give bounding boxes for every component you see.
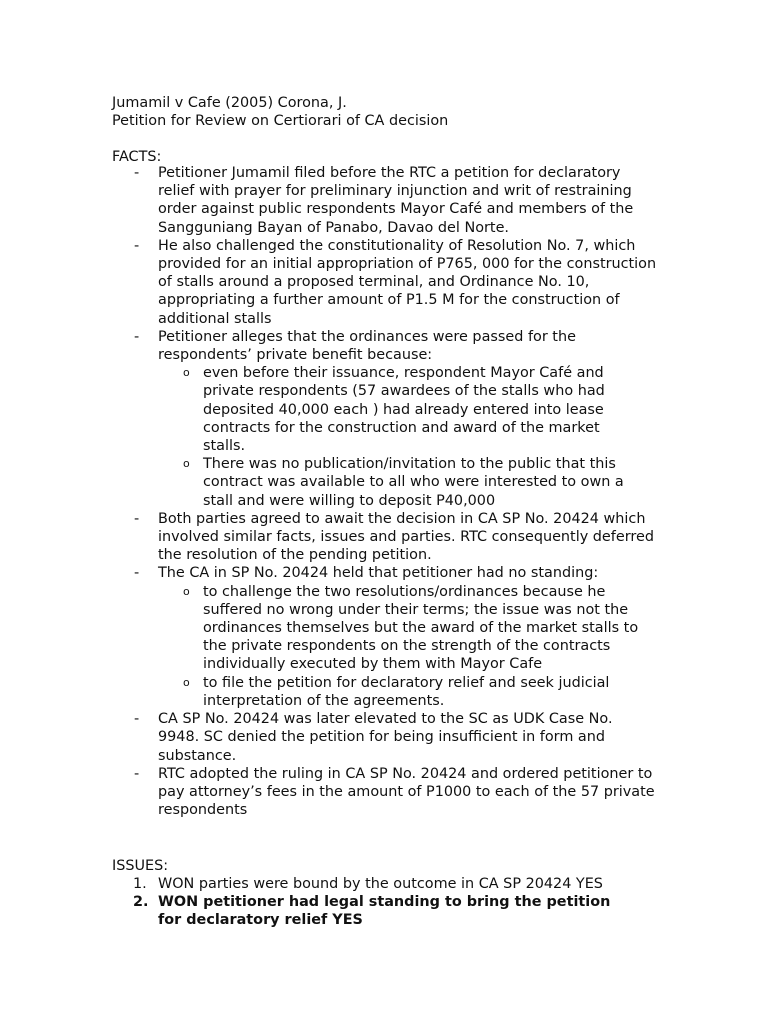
case-title: Jumamil v Cafe (2005) Corona, J.	[112, 95, 347, 111]
petition-type: Petition for Review on Certiorari of CA decision	[112, 113, 449, 129]
fact-bullet: -	[134, 711, 140, 728]
fact-text: RTC adopted the ruling in CA SP No. 20424 and ordered petitioner to pay attorney’s fees in the amount of P1000 to each of the 57 private respondents	[158, 765, 655, 819]
facts-heading: FACTS:	[112, 149, 162, 165]
fact-text: CA SP No. 20424 was later elevated to the SC as UDK Case No. 9948. SC denied the petition for being insufficient in form and substance.	[158, 711, 613, 764]
issue-item	[0, 875, 638, 893]
fact-bullet: -	[134, 237, 140, 254]
issue-text: WON parties were bound by the outcome in CA SP 20424 YES	[158, 876, 603, 892]
fact-text: He also challenged the constitutionality of Resolution No. 7, which provided for an initial appropriation of P765, 000 for the construction of stalls around a proposed terminal, and Ordinance No. 10, appropriating a further amount of P1.5 M for the construction of additional stalls	[158, 237, 657, 327]
fact-item	[0, 710, 658, 765]
fact-sub-text: There was no publication/invitation to the public that this contract was available to all who were interested to own a stall and were willing to deposit P40,000	[203, 456, 624, 509]
fact-sub-item	[158, 674, 643, 710]
fact-sub-item	[158, 455, 643, 510]
fact-bullet: -	[134, 565, 140, 582]
issues-list	[0, 875, 768, 930]
issues-heading: ISSUES:	[112, 858, 169, 874]
fact-item	[0, 237, 658, 328]
fact-sub-text: even before their issuance, respondent Mayor Café and private respondents (57 awardees of the stalls who had deposited 40,000 each ) had already entered into lease contracts for the construction and award of the market stalls.	[203, 365, 605, 455]
sub-bullet: o	[183, 457, 190, 471]
fact-bullet: -	[134, 765, 140, 782]
fact-item	[0, 765, 658, 820]
fact-item	[0, 328, 658, 510]
issue-number: 1.	[133, 876, 147, 892]
fact-bullet: -	[134, 510, 140, 527]
sub-bullet: o	[183, 366, 190, 380]
fact-text: Petitioner Jumamil filed before the RTC a petition for declaratory relief with prayer for preliminary injunction and writ of restraining order against public respondents Mayor Café and members of the Sangguniang Bayan of Panabo, Davao del Norte.	[158, 165, 634, 236]
fact-sub-text: to challenge the two resolutions/ordinances because he suffered no wrong under their terms; the issue was not the ordinances themselves but the award of the market stalls to the private respondents on the strength of the contracts individually executed by them with Mayor Cafe	[203, 583, 639, 673]
fact-item	[0, 164, 658, 237]
issue-number: 2.	[133, 894, 149, 911]
sub-bullet: o	[183, 584, 190, 598]
fact-sub-list	[158, 583, 658, 710]
sub-bullet: o	[183, 675, 190, 689]
fact-sub-item	[158, 583, 643, 674]
fact-text: Petitioner alleges that the ordinances were passed for the respondents’ private benefit because:	[158, 328, 576, 364]
fact-item	[0, 510, 658, 565]
fact-item	[0, 564, 658, 710]
fact-bullet: -	[134, 165, 140, 181]
fact-sub-item	[158, 364, 643, 455]
fact-bullet: -	[134, 328, 140, 345]
issue-item	[0, 893, 638, 929]
fact-sub-list	[158, 364, 658, 510]
fact-text: Both parties agreed to await the decision in CA SP No. 20424 which involved similar facts, issues and parties. RTC consequently deferred the resolution of the pending petition.	[158, 510, 654, 564]
fact-text: The CA in SP No. 20424 held that petitioner had no standing:	[158, 565, 599, 582]
facts-list	[0, 164, 768, 819]
fact-sub-text: to file the petition for declaratory relief and seek judicial interpretation of the agreements.	[203, 674, 610, 709]
issue-text: WON petitioner had legal standing to bring the petition for declaratory relief YES	[158, 894, 611, 929]
